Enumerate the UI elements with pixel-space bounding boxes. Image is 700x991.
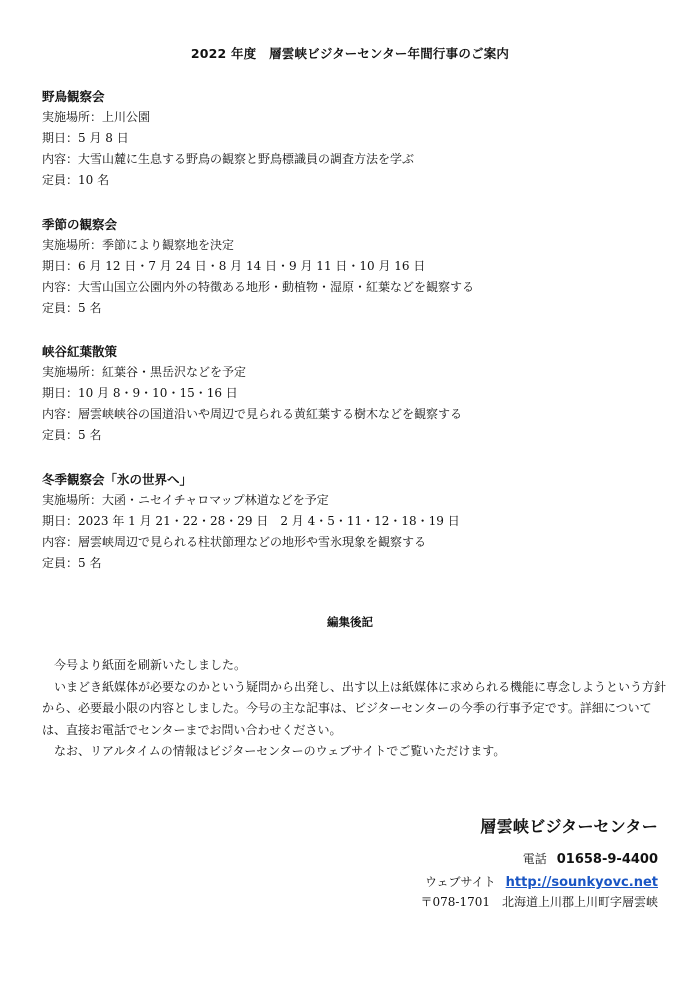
- editorial-paragraph: いまどき紙媒体が必要なのかという疑問から出発し、出す以上は紙媒体に求められる機能に専念しようという方針から、必要最小限の内容としました。今号の主な記事は、ビジターセンターの今季の行事予定です。詳細については、直接お電話でセンターまでお問い合わせください。: [42, 679, 667, 737]
- event-item: [42, 469, 662, 574]
- website-link[interactable]: http://sounkyovc.net: [505, 875, 658, 890]
- website-label: ウェブサイト: [424, 875, 496, 889]
- event-item: [42, 86, 662, 191]
- website-line: [425, 871, 658, 890]
- event-capacity: 定員：5 名: [42, 555, 102, 570]
- editorial-paragraph: なお、リアルタイムの情報はビジターセンターのウェブサイトでご覧いただけます。: [54, 744, 506, 758]
- postal-address: 〒078-1701 北海道上川郡上川町字層雲峡: [420, 895, 658, 909]
- editorial-paragraph: 今号より紙面を刷新いたしました。: [54, 658, 247, 672]
- event-capacity: 定員：5 名: [42, 428, 102, 442]
- event-date: 期日：5 月 8 日: [42, 131, 129, 145]
- event-date: 期日：2023 年 1 月 21・22・28・29 日 2 月 4・5・11・12・18・19 日: [42, 513, 460, 528]
- editorial-note-body: [42, 655, 667, 763]
- editorial-note-title: 編集後記: [327, 615, 373, 629]
- phone-number[interactable]: 01658-9-4400: [556, 852, 658, 867]
- event-content: 内容：大雪山麓に生息する野鳥の観察と野鳥標識員の調査方法を学ぶ: [42, 152, 415, 166]
- event-content: 内容：層雲峡周辺で見られる柱状節理などの地形や雪氷現象を観察する: [42, 534, 427, 549]
- event-capacity: 定員：10 名: [42, 173, 110, 187]
- event-place: 実施場所：季節により観察地を決定: [42, 237, 235, 252]
- event-date: 期日：6 月 12 日・7 月 24 日・8 月 14 日・9 月 11 日・10 月 16 日: [42, 258, 426, 273]
- event-date: 期日：10 月 8・9・10・15・16 日: [42, 386, 238, 400]
- event-place: 実施場所：上川公園: [42, 110, 151, 124]
- organization-name: 層雲峡ビジターセンター: [480, 817, 658, 836]
- event-content: 内容：層雲峡峡谷の国道沿いや周辺で見られる黄紅葉する樹木などを観察する: [42, 407, 463, 421]
- event-place: 実施場所：紅葉谷・黒岳沢などを予定: [42, 365, 247, 379]
- phone-label: 電話: [522, 852, 547, 866]
- event-place: 実施場所：大函・ニセイチャロマップ林道などを予定: [42, 492, 329, 507]
- event-capacity: 定員：5 名: [42, 300, 102, 315]
- event-content: 内容：大雪山国立公園内外の特徴ある地形・動植物・湿原・紅葉などを観察する: [42, 279, 475, 294]
- event-title: 野鳥観察会: [42, 89, 105, 104]
- event-item: [42, 341, 662, 446]
- page-title: 2022 年度 層雲峡ビジターセンター年間行事のご案内: [190, 46, 510, 61]
- event-list: [42, 86, 662, 596]
- event-item: [42, 214, 662, 319]
- event-title: 冬季観察会「氷の世界へ」: [42, 471, 193, 487]
- event-title: 季節の観察会: [42, 216, 118, 232]
- event-title: 峡谷紅葉散策: [42, 344, 118, 359]
- phone-line: [523, 848, 658, 867]
